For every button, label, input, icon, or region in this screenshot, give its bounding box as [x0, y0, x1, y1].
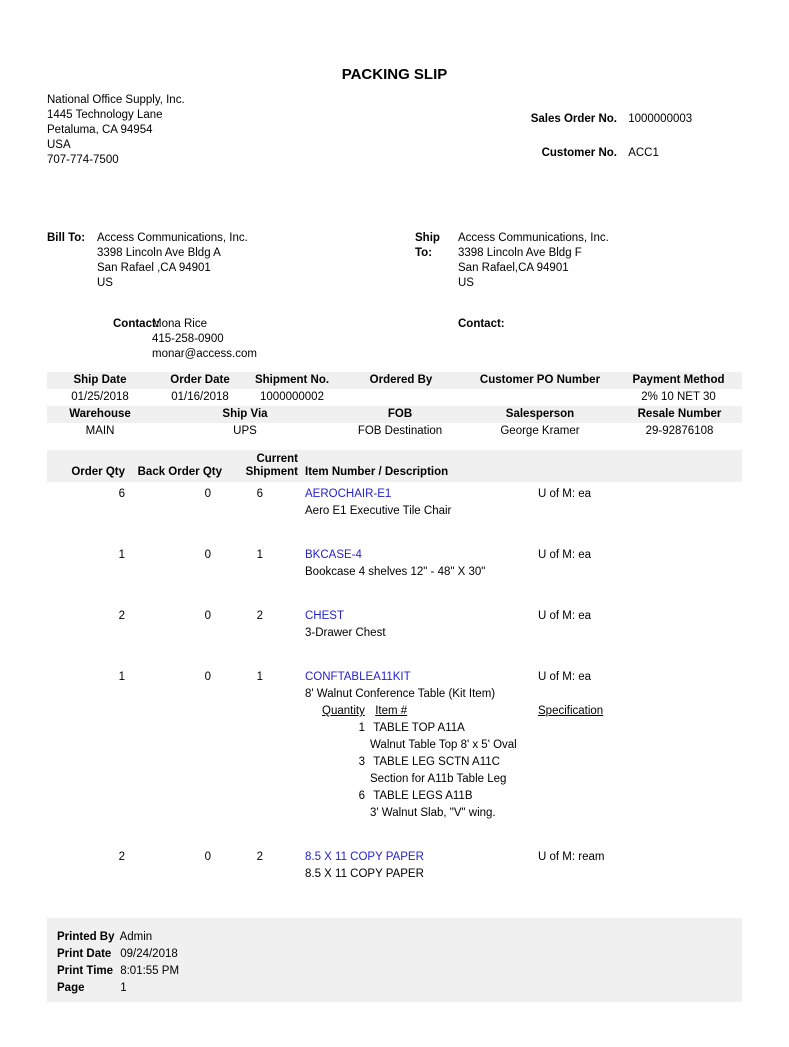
print-time-row: [57, 963, 742, 980]
bill-to-line: US: [97, 277, 113, 289]
item-number-description-header: Item Number / Description: [305, 466, 449, 478]
bill-to-line: San Rafael ,CA 94901: [97, 262, 211, 274]
contacts-section: [47, 317, 742, 362]
current-shipment-qty: 6: [256, 488, 263, 500]
unit-of-measure: U of M: ea: [538, 488, 592, 500]
ordered-by-header: Ordered By: [369, 374, 433, 386]
print-date-value: 09/24/2018: [120, 948, 178, 960]
item-row: [47, 547, 742, 581]
item-line: [47, 849, 742, 866]
page-number-value: 1: [120, 982, 127, 994]
warehouse-header: Warehouse: [69, 408, 131, 420]
back-order-qty: 0: [204, 549, 211, 561]
printed-by-row: [57, 929, 742, 946]
print-time-label: Print Time: [57, 965, 114, 977]
order-qty: 2: [118, 610, 125, 622]
unit-of-measure: U of M: ream: [538, 851, 605, 863]
company-phone: 707-774-7500: [47, 154, 119, 166]
item-line: [47, 547, 742, 564]
back-order-qty-header: Back Order Qty: [137, 466, 222, 478]
back-order-qty: 0: [204, 671, 211, 683]
logistics-header-row: [47, 406, 742, 423]
ship-to-line: US: [458, 277, 474, 289]
kit-row: [322, 720, 742, 737]
bill-to-line: Access Communications, Inc.: [97, 232, 248, 244]
bill-contact-email: monar@access.com: [152, 348, 257, 360]
bill-to-block: [47, 231, 248, 291]
shipment-info-values-row: [47, 389, 742, 406]
back-order-qty: 0: [204, 610, 211, 622]
print-info-footer: [47, 918, 742, 1002]
item-row: [47, 849, 742, 883]
item-line: [47, 669, 742, 686]
bill-to-line: 3398 Lincoln Ave Bldg A: [97, 247, 221, 259]
item-number-link[interactable]: AEROCHAIR-E1: [305, 488, 392, 500]
salesperson-header: Salesperson: [505, 408, 575, 420]
item-row: [47, 486, 742, 520]
company-name: National Office Supply, Inc.: [47, 94, 185, 106]
page-number-row: [57, 980, 742, 997]
ship-to-address: [458, 231, 609, 291]
current-shipment-qty: 2: [256, 851, 263, 863]
customer-no-value: ACC1: [628, 147, 659, 159]
item-number-link[interactable]: BKCASE-4: [305, 549, 362, 561]
kit-item-header: Item #: [375, 705, 408, 717]
ship-date-header: Ship Date: [73, 374, 127, 386]
item-number-link[interactable]: CHEST: [305, 610, 344, 622]
items-header-row: [47, 450, 742, 482]
item-row: [47, 608, 742, 642]
printed-by-label: Printed By: [57, 931, 115, 943]
item-number-link[interactable]: CONFTABLEA11KIT: [305, 671, 411, 683]
items-list: [47, 482, 742, 883]
order-qty-header: Order Qty: [71, 466, 125, 478]
shipment-no-header: Shipment No.: [254, 374, 330, 386]
order-qty: 2: [118, 851, 125, 863]
print-time-value: 8:01:55 PM: [120, 965, 180, 977]
sales-order-number: 1000000003: [628, 113, 693, 125]
warehouse-value: MAIN: [85, 425, 115, 437]
kit-qty: 6: [358, 790, 365, 802]
page-number-label: Page: [57, 982, 85, 994]
item-line: [47, 608, 742, 625]
customer-no-label: Customer No.: [541, 147, 617, 159]
kit-item-number: TABLE TOP A11A: [373, 722, 465, 734]
customer-po-header: Customer PO Number: [479, 374, 601, 386]
bill-contact-phone: 415-258-0900: [152, 333, 224, 345]
item-row: [47, 669, 742, 822]
document-title: PACKING SLIP: [341, 66, 448, 83]
unit-of-measure: U of M: ea: [538, 610, 592, 622]
payment-method-header: Payment Method: [632, 374, 725, 386]
sales-order-label: Sales Order No.: [530, 113, 617, 125]
item-description: 8' Walnut Conference Table (Kit Item): [305, 688, 496, 700]
ship-to-block: [415, 231, 609, 291]
current-shipment-qty: 2: [256, 610, 263, 622]
current-shipment-qty: 1: [256, 671, 263, 683]
bill-to-label: Bill To:: [47, 232, 86, 244]
ship-to-line: 3398 Lincoln Ave Bldg F: [458, 247, 582, 259]
item-description: 3-Drawer Chest: [305, 627, 386, 639]
item-number-link[interactable]: 8.5 X 11 COPY PAPER: [305, 851, 424, 863]
ship-via-value: UPS: [233, 425, 257, 437]
kit-row: [322, 754, 742, 771]
bill-to-address: [97, 231, 248, 291]
unit-of-measure: U of M: ea: [538, 671, 592, 683]
print-date-row: [57, 946, 742, 963]
kit-item-description: 3' Walnut Slab, "V" wing.: [370, 807, 496, 819]
addresses-section: [47, 231, 742, 291]
document-content: [47, 93, 742, 883]
item-description: 8.5 X 11 COPY PAPER: [305, 868, 424, 880]
sales-order-row: [487, 112, 692, 127]
back-order-qty: 0: [204, 851, 211, 863]
bill-contact-label: Contact:: [113, 318, 160, 330]
ship-to-line: Access Communications, Inc.: [458, 232, 609, 244]
printed-by-value: Admin: [119, 931, 153, 943]
order-qty: 1: [118, 549, 125, 561]
resale-number-header: Resale Number: [637, 408, 722, 420]
ordered-by-value: [337, 389, 465, 406]
order-meta: [487, 112, 692, 180]
order-qty: 6: [118, 488, 125, 500]
ship-to-label: Ship To:: [415, 232, 440, 259]
item-description: Aero E1 Executive Tile Chair: [305, 505, 452, 517]
print-date-label: Print Date: [57, 948, 112, 960]
current-header-line: Current: [256, 453, 298, 465]
shipment-no-value: 1000000002: [260, 391, 324, 403]
order-qty: 1: [118, 671, 125, 683]
payment-method-value: 2% 10 NET 30: [641, 391, 716, 403]
back-order-qty: 0: [204, 488, 211, 500]
kit-components-table: [322, 703, 742, 822]
shipment-header-line: Shipment: [245, 466, 298, 478]
ship-via-header: Ship Via: [222, 408, 268, 420]
kit-item-number: TABLE LEG SCTN A11C: [373, 756, 500, 768]
company-address-line-2: Petaluma, CA 94954: [47, 124, 153, 136]
current-shipment-qty: 1: [256, 549, 263, 561]
ship-contact-block: [458, 317, 505, 332]
kit-qty: 1: [358, 722, 365, 734]
kit-row: [322, 788, 742, 805]
order-date-value: 01/16/2018: [171, 391, 229, 403]
unit-of-measure: U of M: ea: [538, 549, 592, 561]
order-date-header: Order Date: [170, 374, 230, 386]
customer-po-value: [465, 389, 615, 406]
kit-item-description: Section for A11b Table Leg: [370, 773, 507, 785]
logistics-values-row: [47, 423, 742, 440]
ship-to-line: San Rafael,CA 94901: [458, 262, 569, 274]
bill-contact-info: [152, 317, 257, 362]
kit-quantity-header: Quantity: [322, 705, 365, 717]
bill-contact-name: Mona Rice: [152, 318, 207, 330]
kit-qty: 3: [358, 756, 365, 768]
kit-header-row: [322, 703, 742, 720]
kit-item-description: Walnut Table Top 8' x 5' Oval: [370, 739, 517, 751]
ship-date-value: 01/25/2018: [71, 391, 129, 403]
fob-header: FOB: [387, 408, 413, 420]
shipment-tables: [47, 372, 742, 440]
company-country: USA: [47, 139, 71, 151]
salesperson-value: George Kramer: [500, 425, 580, 437]
customer-no-row: [487, 146, 692, 161]
kit-specification-header: Specification: [538, 705, 604, 717]
item-description: Bookcase 4 shelves 12" - 48" X 30": [305, 566, 486, 578]
bill-contact-block: [113, 317, 257, 362]
shipment-info-header-row: [47, 372, 742, 389]
kit-item-number: TABLE LEGS A11B: [373, 790, 473, 802]
resale-number-value: 29-92876108: [645, 425, 714, 437]
ship-contact-label: Contact:: [458, 318, 505, 330]
current-shipment-header: [222, 453, 298, 479]
fob-value: FOB Destination: [357, 425, 443, 437]
company-address-line-1: 1445 Technology Lane: [47, 109, 163, 121]
item-line: [47, 486, 742, 503]
